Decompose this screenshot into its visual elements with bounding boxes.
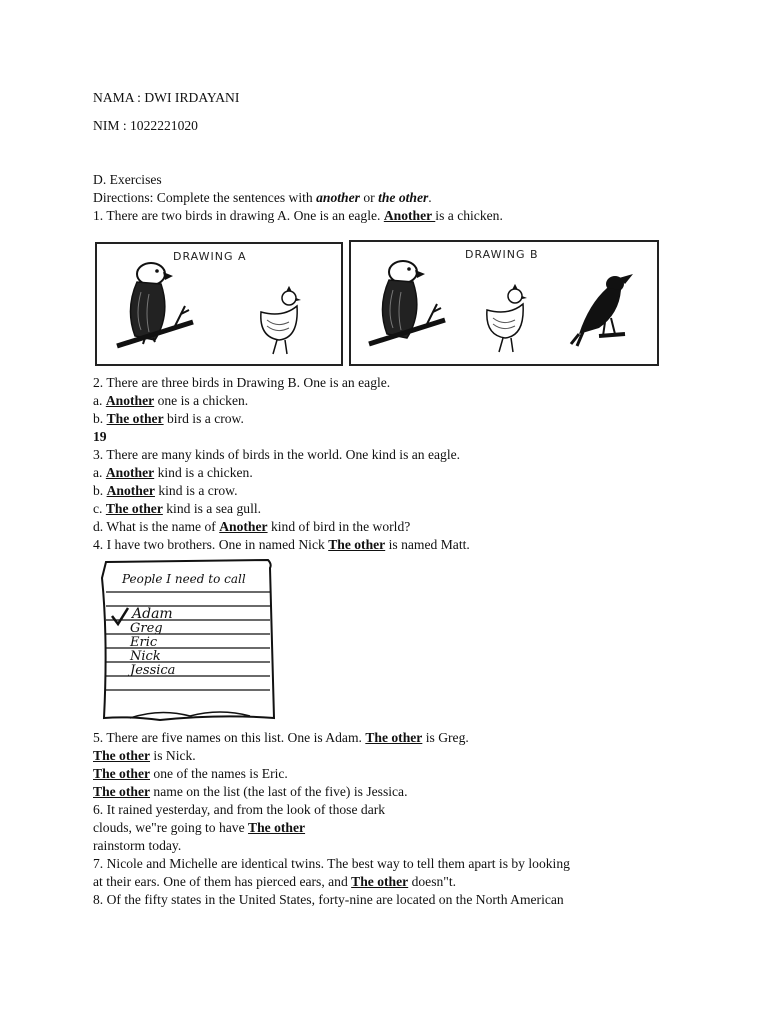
call-list-drawing	[100, 558, 278, 722]
q2b-text: bird is a crow.	[163, 411, 244, 426]
q5-text-3: one of the names is Eric.	[150, 766, 288, 781]
q2a-answer: Another	[105, 393, 155, 408]
q5-answer-4: The other	[93, 784, 151, 799]
question-5	[93, 729, 469, 746]
q5-text-2: is Nick.	[150, 748, 196, 763]
eagle-icon	[367, 252, 447, 360]
list-heading: People I need to call	[122, 572, 246, 586]
q3d-answer: Another	[219, 519, 268, 534]
q6-line-3: rainstorm today.	[93, 838, 182, 853]
question-3: 3. There are many kinds of birds in the world. One kind is an eagle.	[93, 447, 461, 462]
q3a-answer: Another	[105, 465, 155, 480]
question-4	[93, 536, 470, 553]
drawing-b-label: DRAWING B	[465, 248, 539, 261]
q5-line-3	[93, 765, 288, 782]
page-number: 19	[93, 429, 107, 444]
list-name: Nick	[130, 649, 161, 664]
chicken-icon	[253, 282, 313, 362]
q2a-label: a.	[93, 393, 106, 408]
eagle-icon	[115, 254, 195, 362]
q1-rest: is a chicken.	[435, 208, 503, 223]
directions-word-the-other: the other	[378, 190, 429, 205]
student-nim: NIM : 1022221020	[93, 118, 198, 133]
q5-rest: is Greg.	[422, 730, 469, 745]
chicken-icon	[479, 280, 539, 360]
q5-line-4	[93, 783, 407, 800]
q1-text: 1. There are two birds in drawing A. One is an eagle.	[93, 208, 384, 223]
crow-icon	[569, 264, 649, 360]
list-name: Eric	[130, 635, 158, 650]
q7-line-2	[93, 873, 456, 890]
q2a-text: one is a chicken.	[154, 393, 249, 408]
q4-rest: is named Matt.	[385, 537, 470, 552]
section-title: D. Exercises	[93, 172, 162, 187]
q3-option-c	[93, 500, 261, 517]
q3c-label: c.	[93, 501, 106, 516]
drawing-a-label: DRAWING A	[173, 250, 247, 263]
directions-period: .	[428, 190, 432, 205]
q3d-text: kind of bird in the world?	[267, 519, 411, 534]
q3c-text: kind is a sea gull.	[162, 501, 262, 516]
question-8: 8. Of the fifty states in the United States, forty-nine are located on the North American	[93, 892, 564, 907]
list-name: Jessica	[130, 663, 176, 678]
q2b-answer: The other	[106, 411, 164, 426]
q3-option-a	[93, 464, 253, 481]
directions-word-another: another	[316, 190, 360, 205]
q6-answer: The other	[248, 820, 306, 835]
q5-answer-3: The other	[93, 766, 151, 781]
q6-line-2	[93, 819, 305, 836]
drawing-b	[349, 240, 659, 366]
question-2: 2. There are three birds in Drawing B. One is an eagle.	[93, 375, 391, 390]
q5-answer: The other	[365, 730, 423, 745]
q3b-text: kind is a crow.	[154, 483, 238, 498]
q7-answer: The other	[351, 874, 409, 889]
q2-option-b	[93, 410, 244, 427]
drawing-a	[95, 242, 343, 366]
q5-text: 5. There are five names on this list. One is Adam.	[93, 730, 366, 745]
q4-answer: The other	[328, 537, 386, 552]
q5-line-2	[93, 747, 196, 764]
q2b-label: b.	[93, 411, 107, 426]
q3b-answer: Another	[106, 483, 155, 498]
directions	[93, 189, 432, 206]
question-6: 6. It rained yesterday, and from the look of those dark	[93, 802, 386, 817]
q7-text: at their ears. One of them has pierced ears, and	[93, 874, 352, 889]
q7-rest: doesn"t.	[408, 874, 457, 889]
q3b-label: b.	[93, 483, 107, 498]
q1-answer: Another	[383, 208, 436, 223]
q5-answer-2: The other	[93, 748, 151, 763]
q6-text: clouds, we"re going to have	[93, 820, 249, 835]
q2-option-a	[93, 392, 248, 409]
q3a-label: a.	[93, 465, 106, 480]
directions-text: Directions: Complete the sentences with	[93, 190, 317, 205]
list-name: Greg	[130, 621, 163, 636]
q3-option-b	[93, 482, 238, 499]
q3a-text: kind is a chicken.	[154, 465, 253, 480]
q3c-answer: The other	[105, 501, 163, 516]
q3-option-d	[93, 518, 410, 535]
list-name: Adam	[132, 606, 173, 622]
question-1	[93, 207, 503, 224]
q4-text: 4. I have two brothers. One in named Nick	[93, 537, 329, 552]
question-7: 7. Nicole and Michelle are identical twins. The best way to tell them apart is by looking	[93, 856, 570, 871]
q3d-label: d. What is the name of	[93, 519, 220, 534]
q5-text-4: name on the list (the last of the five) is Jessica.	[150, 784, 408, 799]
student-name: NAMA : DWI IRDAYANI	[93, 90, 240, 105]
directions-or: or	[359, 190, 379, 205]
